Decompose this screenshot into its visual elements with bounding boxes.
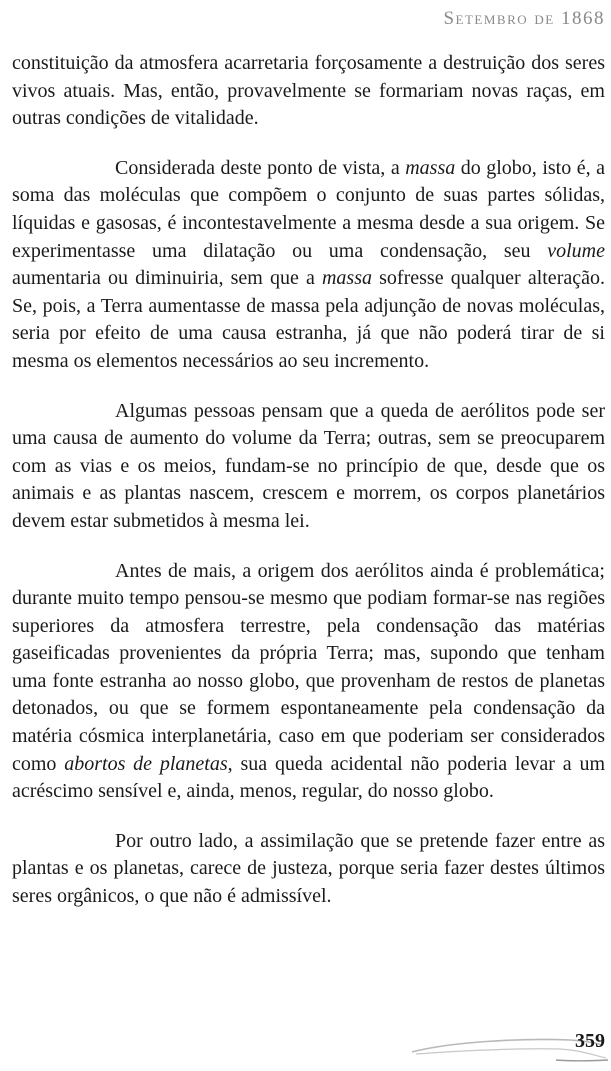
emphasis-massa: massa [405, 156, 456, 179]
paragraph-mass-of-globe [12, 155, 605, 376]
text-segment: Antes de mais, a origem dos aerólitos ainda é problemática; durante muito tempo pensou-se mesmo que podiam formar-se nas regiões superiores da atmosfera terrestre, pela condensação das matérias gaseificadas provenientes da própria Terra; mas, supondo que tenham uma fonte estranha ao nosso globo, que provenham de restos de planetas detonados, ou que se formem espontaneamente pela condensação da matéria cósmica interplanetária, caso em que poderiam ser considerados como [12, 559, 605, 775]
text-segment: aumentaria ou diminuiria, sem que a [12, 267, 322, 290]
paragraph-origin-of-aerolites [12, 558, 605, 806]
text-segment: sofresse qualquer alteração. Se, pois, a Terra aumentasse de massa pela adjunção de novas moléculas, seria por efeito de uma causa estranha, já que não poderá tirar de si mesma os elementos necessários ao seu incremento. [12, 267, 605, 372]
running-header: Setembro de 1868 [443, 8, 605, 29]
emphasis-volume: volume [547, 239, 605, 262]
emphasis-massa: massa [321, 267, 372, 290]
page-number: 359 [575, 1030, 605, 1052]
paragraph-aerolites: Algumas pessoas pensam que a queda de aerólitos pode ser uma causa de aumento do volume da Terra; outras, sem se preocuparem com as vias e os meios, fundam-se no princípio de que, desde que os animais e as plantas nascem, crescem e morrem, os corpos planetários devem estar submetidos à mesma lei. [12, 399, 605, 532]
text-segment: do globo, isto é, a soma das moléculas que compõem o conjunto de suas partes sólidas, líquidas e gasosas, é incontestavelmente a mesma desde a sua origem. Se experimentasse uma dilatação ou uma condensação, seu [12, 156, 605, 262]
paragraph-plants-and-planets: Por outro lado, a assimilação que se pretende fazer entre as plantas e os planetas, carece de justeza, porque seria fazer destes últimos seres orgânicos, o que não é admissível. [12, 829, 605, 908]
body-text [12, 50, 605, 933]
text-segment: , sua queda acidental não poderia levar a um acréscimo sensível e, ainda, menos, regular, do nosso globo. [12, 752, 605, 803]
paragraph-continuation: constituição da atmosfera acarretaria forçosamente a destruição dos seres vivos atuais. Mas, então, provavelmente se formariam novas raças, em outras condições de vitalidade. [12, 52, 605, 130]
emphasis-abortos-de-planetas: abortos de planetas [64, 752, 228, 775]
text-segment: Considerada deste ponto de vista, a [115, 156, 406, 179]
